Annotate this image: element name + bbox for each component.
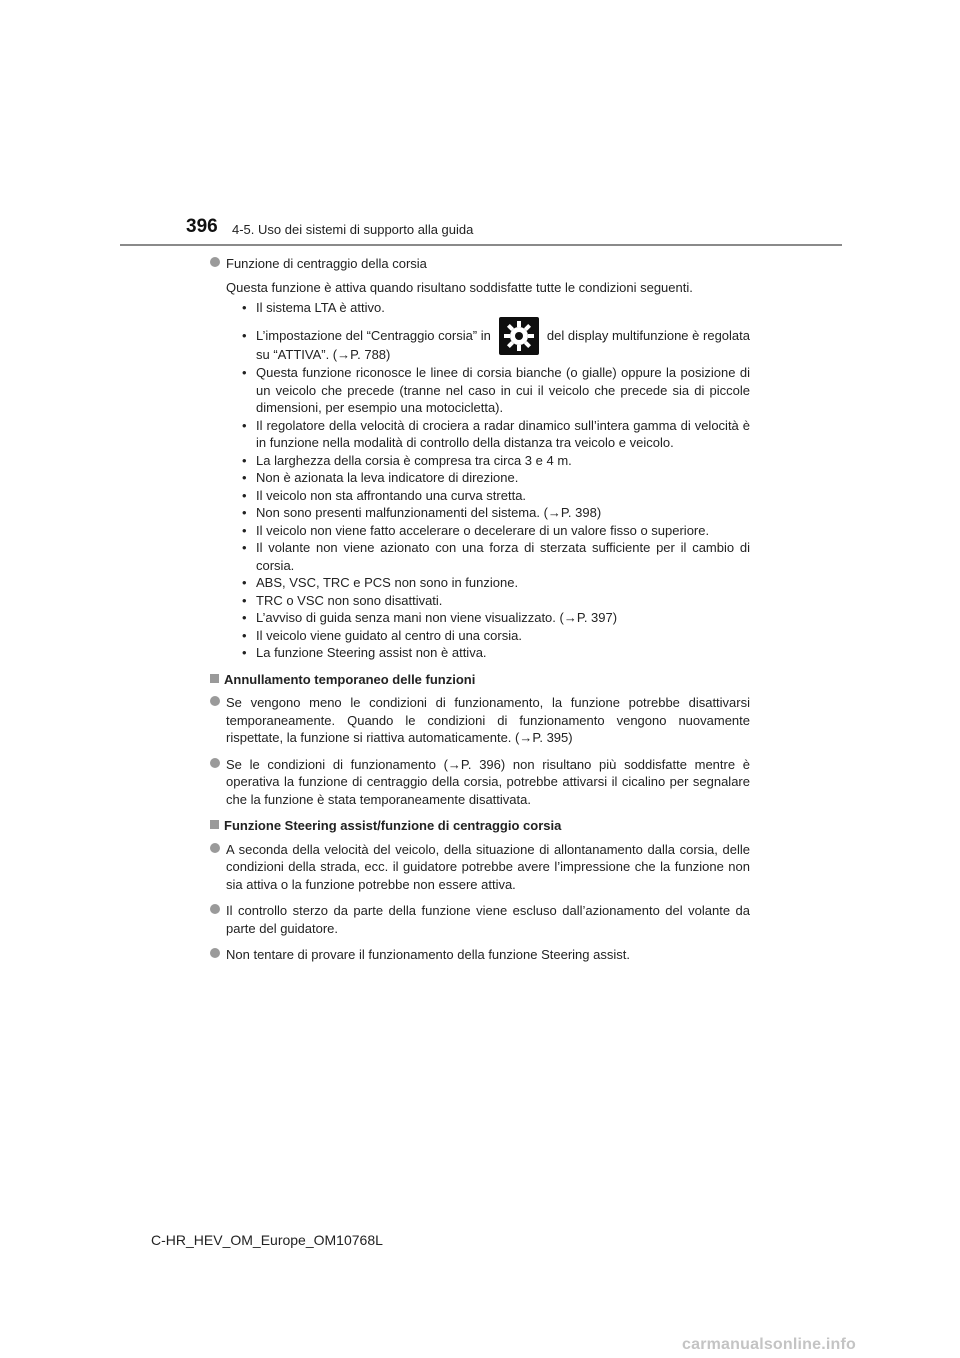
section-heading: 4-5. Uso dei sistemi di supporto alla guida: [232, 222, 474, 237]
circle-bullet-icon: [210, 257, 220, 267]
centering-block: [210, 255, 750, 662]
centering-title: Funzione di centraggio della corsia: [226, 256, 427, 271]
conditions-list: [226, 299, 750, 662]
cancel-item: Se le condizioni di funzionamento (→P. 396) non risultano più soddisfatte mentre è operativa la funzione di centraggio della corsia, potrebbe attivarsi il cicalino per segnalare che la funzione è stata temporaneamente disattivata.: [210, 756, 750, 809]
steering-section: [210, 817, 750, 964]
header-divider: [120, 244, 842, 246]
cancel-section: [210, 671, 750, 809]
cancel-title: Annullamento temporaneo delle funzioni: [224, 671, 476, 687]
circle-bullet-icon: [210, 948, 220, 958]
condition-item: • Il veicolo non sta affrontando una curva stretta.: [242, 487, 527, 503]
condition-item: • La funzione Steering assist non è attiva.: [242, 645, 487, 661]
condition-item: • ABS, VSC, TRC e PCS non sono in funzione.: [242, 575, 519, 591]
watermark-text: carmanualsonline.info: [682, 1336, 857, 1353]
circle-bullet-icon: [210, 904, 220, 914]
steering-title: Funzione Steering assist/funzione di centraggio corsia: [224, 818, 562, 834]
setting-text-after: del display multifunzione è regolata su “ATTIVA”. (→P. 788): [256, 327, 750, 363]
steering-item: Il controllo sterzo da parte della funzione viene escluso dall’azionamento del volante da parte del guidatore.: [210, 902, 750, 937]
condition-item: • Il volante non viene azionato con una forza di sterzata sufficiente per il cambio di corsia.: [242, 540, 750, 573]
circle-bullet-icon: [210, 758, 220, 768]
condition-item: • Non è azionata la leva indicatore di direzione.: [242, 470, 519, 486]
condition-item: • Questa funzione riconosce le linee di corsia bianche (o gialle) oppure la posizione di un veicolo che precede (tranne nel caso in cui il veicolo che precede sia di piccole dimensioni, per esempio una motocicletta).: [242, 365, 750, 416]
cancel-item: Se vengono meno le condizioni di funzionamento, la funzione potrebbe disattivarsi temporaneamente. Quando le condizioni di funzionamento vengono nuovamente rispettate, la funzione si riattiva automaticamente. (→P. 395): [210, 694, 750, 747]
setting-text-before: L’impostazione del “Centraggio corsia” in: [256, 327, 491, 343]
page-number: 396: [186, 216, 218, 237]
condition-item: • Il regolatore della velocità di crociera a radar dinamico sull’intera gamma di velocità è in funzione nella modalità di controllo della distanza tra veicolo e veicolo.: [242, 417, 750, 451]
gear-icon: [499, 317, 539, 355]
document-code: C-HR_HEV_OM_Europe_OM10768L: [151, 1232, 383, 1248]
condition-item: • Il veicolo viene guidato al centro di una corsia.: [242, 627, 522, 643]
circle-bullet-icon: [210, 696, 220, 706]
condition-item: • TRC o VSC non sono disattivati.: [242, 592, 443, 608]
condition-item-setting: • L’impostazione del “Centraggio corsia” in del display multifunzione è regolata su “ATTIVA”. (→P. 788): [242, 326, 750, 365]
condition-item: • La larghezza della corsia è compresa tra circa 3 e 4 m.: [242, 452, 572, 468]
steering-item: Non tentare di provare il funzionamento della funzione Steering assist.: [210, 946, 750, 964]
page-content: [210, 255, 750, 964]
square-bullet-icon: [210, 674, 219, 683]
condition-item: • Il sistema LTA è attivo.: [242, 300, 385, 315]
condition-item: • L’avviso di guida senza mani non viene visualizzato. (→P. 397): [242, 610, 618, 626]
condition-item: • Il veicolo non viene fatto accelerare o decelerare di un valore fisso o superiore.: [242, 522, 710, 538]
condition-item: • Non sono presenti malfunzionamenti del sistema. (→P. 398): [242, 505, 602, 521]
steering-item: A seconda della velocità del veicolo, della situazione di allontanamento dalla corsia, delle condizioni della strada, ecc. il guidatore potrebbe avere l’impressione che la funzione non sia attiva o la funzione potrebbe non essere attiva.: [210, 841, 750, 894]
centering-intro: Questa funzione è attiva quando risultano soddisfatte tutte le condizioni seguenti.: [226, 279, 693, 295]
circle-bullet-icon: [210, 843, 220, 853]
square-bullet-icon: [210, 820, 219, 829]
